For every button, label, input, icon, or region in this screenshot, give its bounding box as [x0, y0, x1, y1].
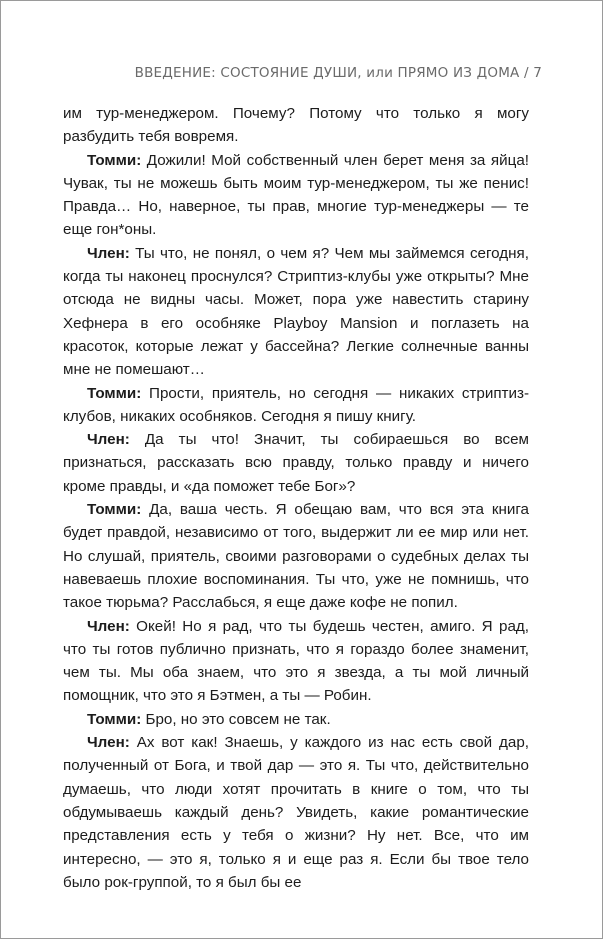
speaker-name: Томми:: [87, 710, 142, 728]
dialogue-text: Дожили! Мой собственный член берет меня за яйца! Чувак, ты не можешь быть моим тур-менеджером, ты же пенис! Правда… Но, наверное, ты прав, многие тур-менеджеры — те еще гон*оны.: [63, 151, 529, 239]
dialogue-text: Бро, но это совсем не так.: [141, 710, 331, 728]
speaker-name: Томми:: [87, 501, 142, 519]
paragraph-continuation: [63, 102, 529, 149]
dialogue-paragraph: [63, 498, 529, 614]
speaker-name: Член:: [87, 244, 130, 262]
dialogue-text: Ах вот как! Знаешь, у каждого из нас есть свой дар, полученный от Бога, и твой дар — это я. Ты что, действительно думаешь, что люди хотят прочитать в книге о том, что ты обдумываешь каждый день? Увидеть, какие романтические представления есть у тебя о жизни? Ну нет. Все, что им интересно, — это я, только я и еще раз я. Если бы твое тело было рок-группой, то я был бы ее: [63, 734, 529, 891]
speaker-name: Томми:: [87, 151, 142, 169]
dialogue-paragraph: [63, 149, 529, 242]
dialogue-paragraph: [63, 731, 529, 894]
speaker-name: Член:: [87, 734, 130, 752]
dialogue-text: Ты что, не понял, о чем я? Чем мы займемся сегодня, когда ты наконец проснулся? Стриптиз-клубы уже открыты? Мне отсюда не видны часы. Может, пора уже навестить старину Хефнера в его особняке Playboy Mansion и поглазеть на красоток, которые лежат у бассейна? Легкие солнечные ванны мне не помешают…: [63, 244, 529, 379]
dialogue-text: Окей! Но я рад, что ты будешь честен, амиго. Я рад, что ты готов публично признать, что я гораздо более знаменит, чем ты. Мы оба знаем, что это я звезда, а ты мой личный помощник, что это я Бэтмен, а ты — Робин.: [63, 617, 529, 705]
dialogue-paragraph: [63, 382, 529, 429]
body-text: [63, 102, 529, 894]
speaker-name: Томми:: [87, 384, 142, 402]
speaker-name: Член:: [87, 431, 130, 449]
dialogue-paragraph: [63, 708, 529, 731]
speaker-name: Член:: [87, 617, 130, 635]
dialogue-paragraph: [63, 242, 529, 382]
running-head: ВВЕДЕНИЕ: СОСТОЯНИЕ ДУШИ, или ПРЯМО ИЗ ДОМА / 7: [134, 65, 542, 81]
dialogue-text: Да, ваша честь. Я обещаю вам, что вся эта книга будет правдой, независимо от того, выдержит ли ее мир или нет. Но слушай, приятель, своими разговорами о судебных делах ты навеваешь плохие воспоминания. Ты что, уже не помнишь, что такое тюрьма? Расслабься, я еще даже кофе не попил.: [63, 501, 529, 612]
dialogue-paragraph: [63, 428, 529, 498]
paragraph-text: им тур-менеджером. Почему? Потому что только я могу разбудить тебя вовремя.: [63, 105, 529, 146]
dialogue-paragraph: [63, 615, 529, 708]
dialogue-text: Прости, приятель, но сегодня — никаких стриптиз-клубов, никаких особняков. Сегодня я пишу книгу.: [63, 384, 529, 425]
dialogue-text: Да ты что! Значит, ты собираешься во всем признаться, рассказать всю правду, только правду и ничего кроме правды, и «да поможет тебе Бог»?: [63, 431, 529, 495]
